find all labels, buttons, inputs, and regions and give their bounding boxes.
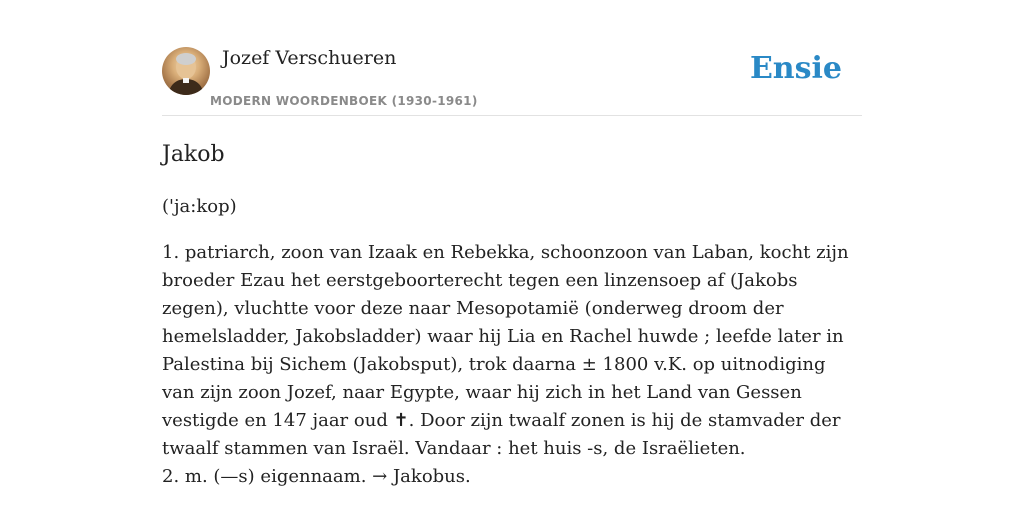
page-title: Jakob [162,142,225,167]
author-name[interactable]: Jozef Verschueren [222,47,397,69]
definition-item: 1. patriarch, zoon van Izaak en Rebekka, schoonzoon van Laban, kocht zijn broeder Ezau het eerstgeboorterecht tegen een linzensoep af (Jakobs zegen), vluchtte voor deze naar Mesopotamië (onderweg droom der hemelsladder, Jakobsladder) waar hij Lia en Rachel huwde ; leefde later in Palestina bij Sichem (Jakobsput), trok daarna ± 1800 v.K. op uitnodiging van zijn zoon Jozef, naar Egypte, waar hij zich in het Land van Gessen vestigde en 147 jaar oud ✝. Door zijn twaalf zonen is hij de stamvader der twaalf stammen van Israël. Vandaar : het huis -s, de Israëlieten. [162,242,849,459]
brand-logo[interactable]: Ensie [749,51,842,86]
portrait-icon [162,47,210,95]
divider [162,115,862,116]
definition-body [162,239,862,491]
pronunciation: ('ja:kop) [162,196,237,217]
author-avatar[interactable] [162,47,210,95]
definition-item: 2. m. (—s) eigennaam. → Jakobus. [162,466,471,487]
source-label[interactable]: MODERN WOORDENBOEK (1930-1961) [210,94,478,108]
